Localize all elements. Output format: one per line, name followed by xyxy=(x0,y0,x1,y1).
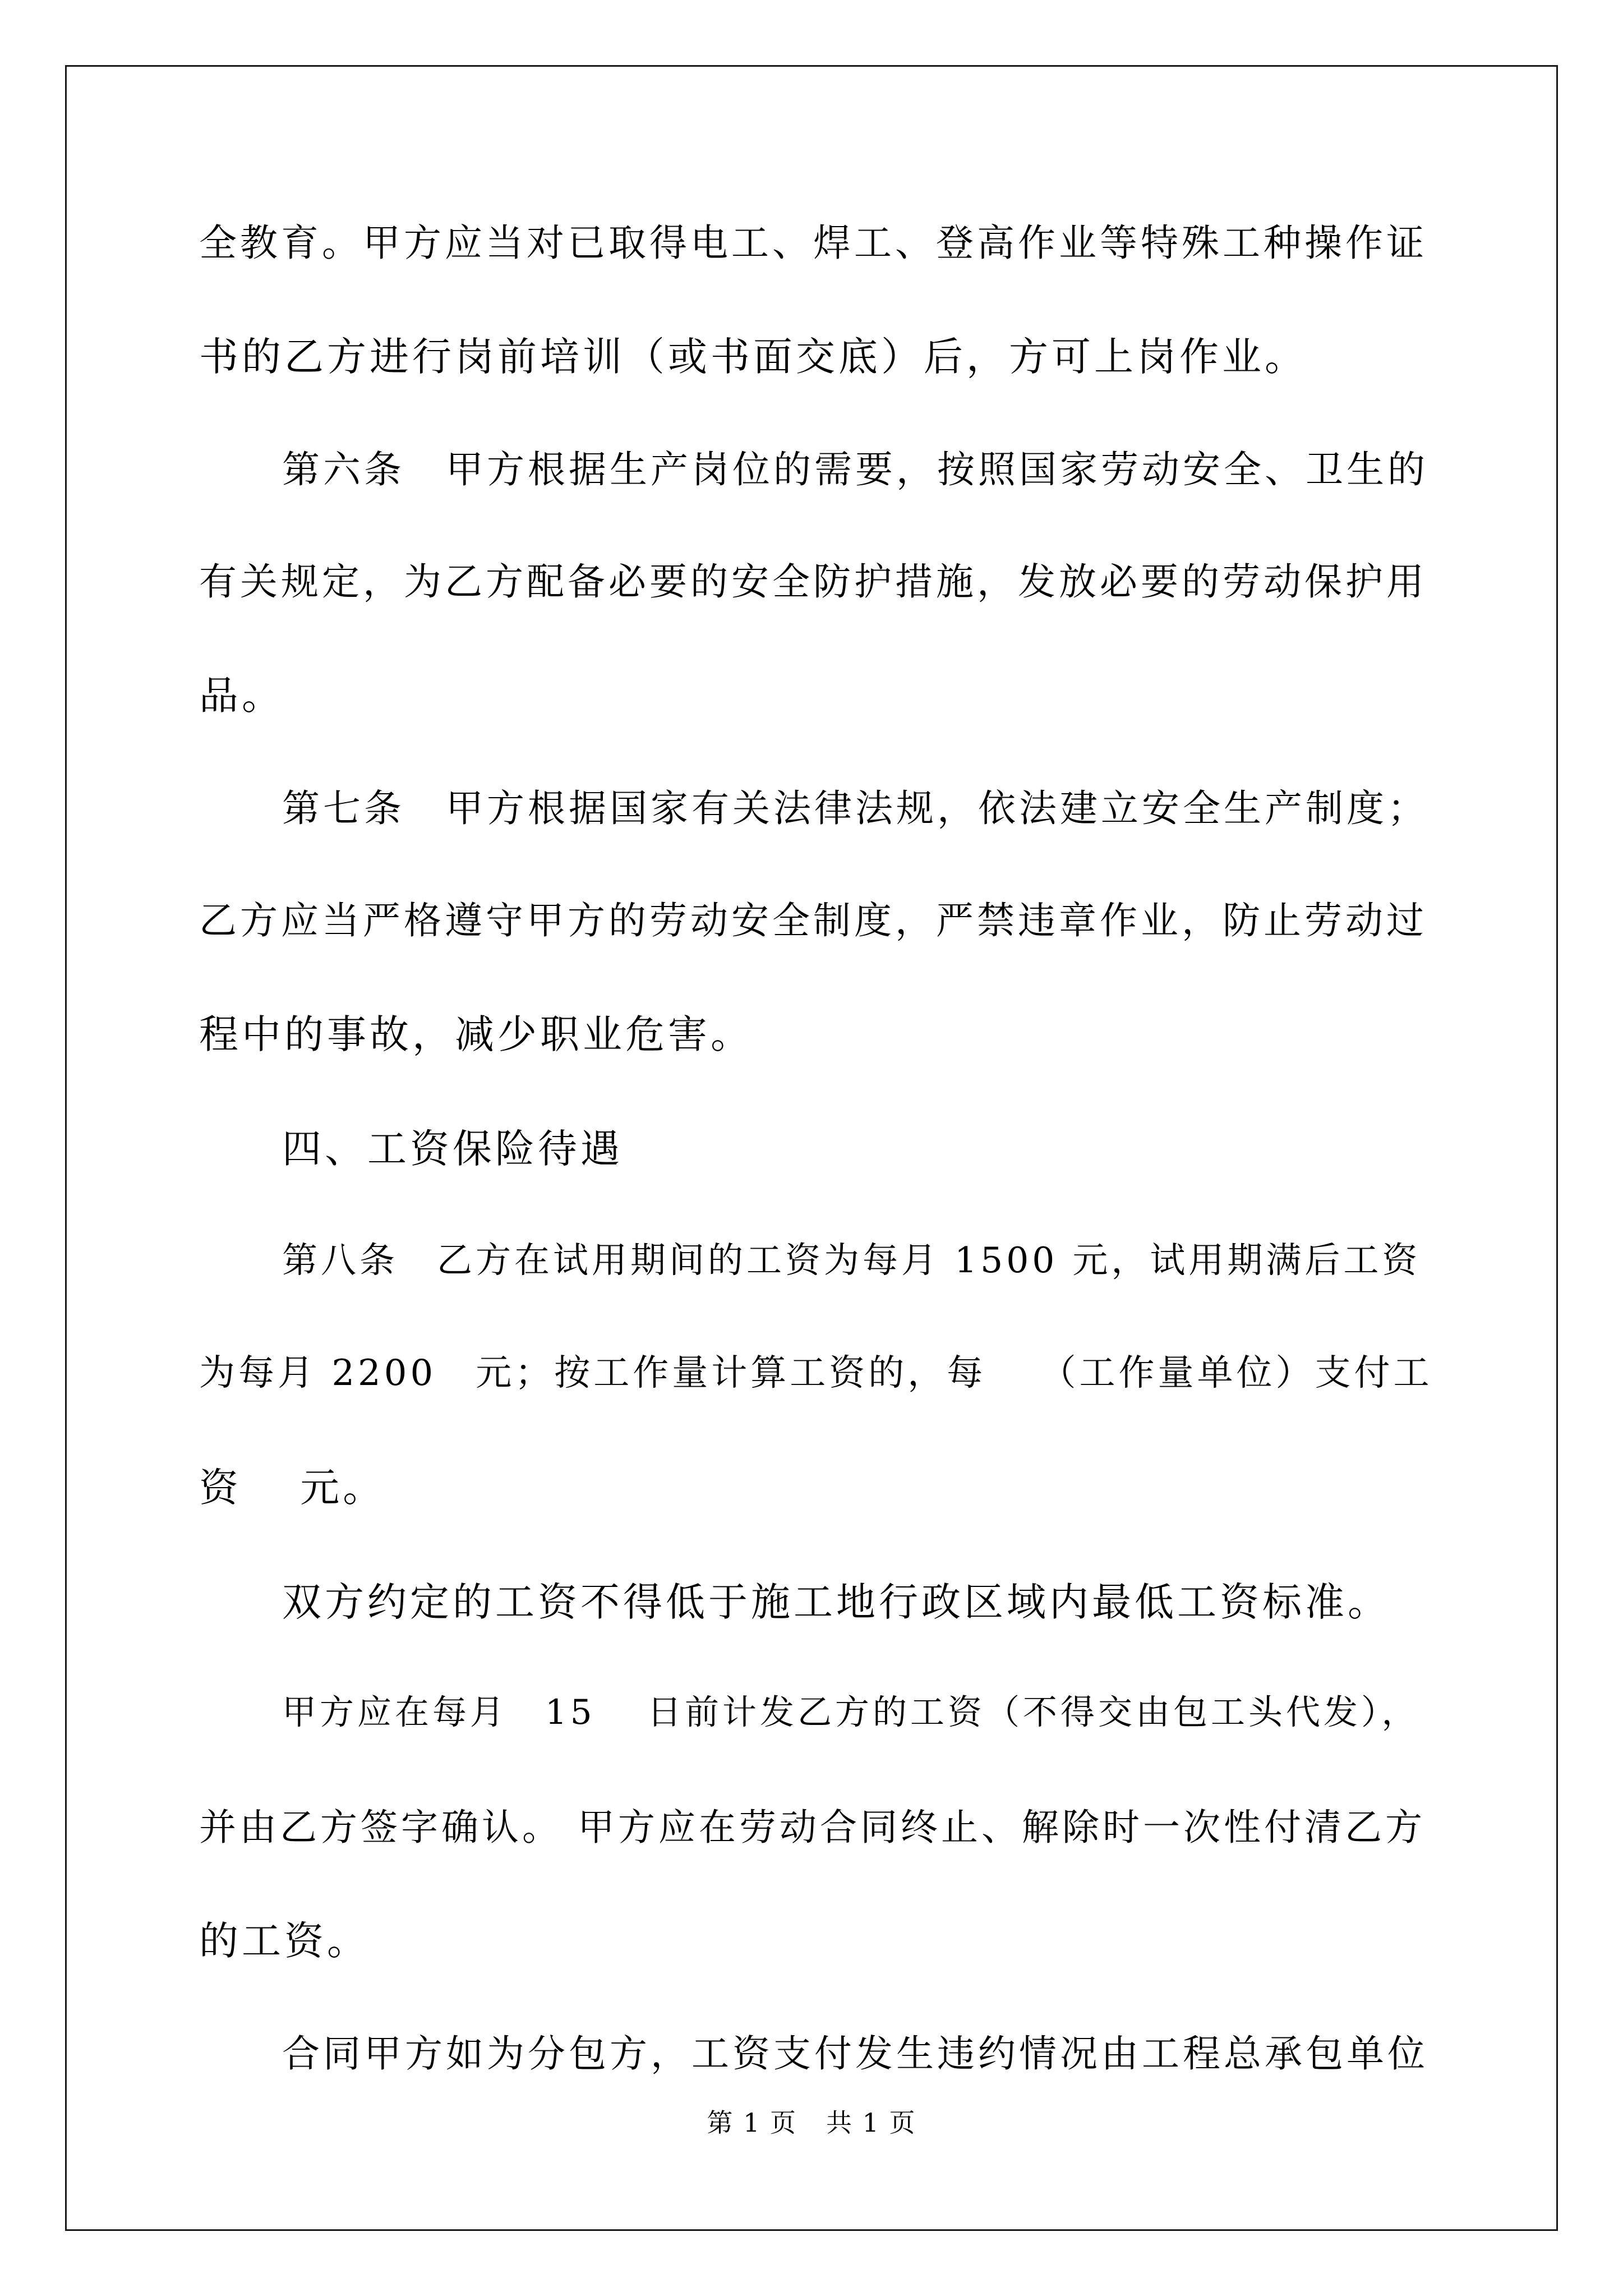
page-number: 第 1 页 xyxy=(707,2108,797,2138)
text-line: 乙方应当严格遵守甲方的劳动安全制度，严禁违章作业，防止劳动过 xyxy=(199,899,1427,942)
text-line: 程中的事故，减少职业危害。 xyxy=(199,1011,753,1057)
text-line: 的工资。 xyxy=(199,1918,370,1964)
text-line: 第六条 甲方根据生产岗位的需要，按照国家劳动安全、卫生的 xyxy=(282,448,1428,491)
document-body xyxy=(199,213,1433,2136)
text-line: 有关规定，为乙方配备必要的安全防护措施，发放必要的劳动保护用 xyxy=(199,560,1427,604)
text-line: 第七条 甲方根据国家有关法律法规，依法建立安全生产制度； xyxy=(282,786,1428,830)
text-line: 为每月 2200 元；按工作量计算工资的，每 （工作量单位）支付工 xyxy=(199,1352,1433,1394)
section-heading: 四、工资保险待遇 xyxy=(282,1126,623,1172)
text-line: 双方约定的工资不得低于施工地行政区域内最低工资标准。 xyxy=(282,1579,1390,1625)
text-line: 合同甲方如为分包方，工资支付发生违约情况由工程总承包单位 xyxy=(282,2032,1428,2076)
page-total: 共 1 页 xyxy=(826,2108,916,2138)
text-line: 第八条 乙方在试用期间的工资为每月 1500 元，试用期满后工资 xyxy=(282,1240,1421,1281)
text-line: 全教育。甲方应当对已取得电工、焊工、登高作业等特殊工种操作证 xyxy=(199,221,1427,265)
text-line: 品。 xyxy=(199,673,284,719)
text-line: 甲方应在每月 15 日前计发乙方的工资（不得交由包工头代发）， xyxy=(282,1692,1419,1732)
text-line: 书的乙方进行岗前培训（或书面交底）后，方可上岗作业。 xyxy=(199,334,1307,380)
page-footer xyxy=(0,2102,1623,2139)
text-line: 资 元。 xyxy=(199,1465,386,1511)
text-line: 并由乙方签字确认。 甲方应在劳动合同终止、解除时一次性付清乙方 xyxy=(199,1806,1426,1849)
